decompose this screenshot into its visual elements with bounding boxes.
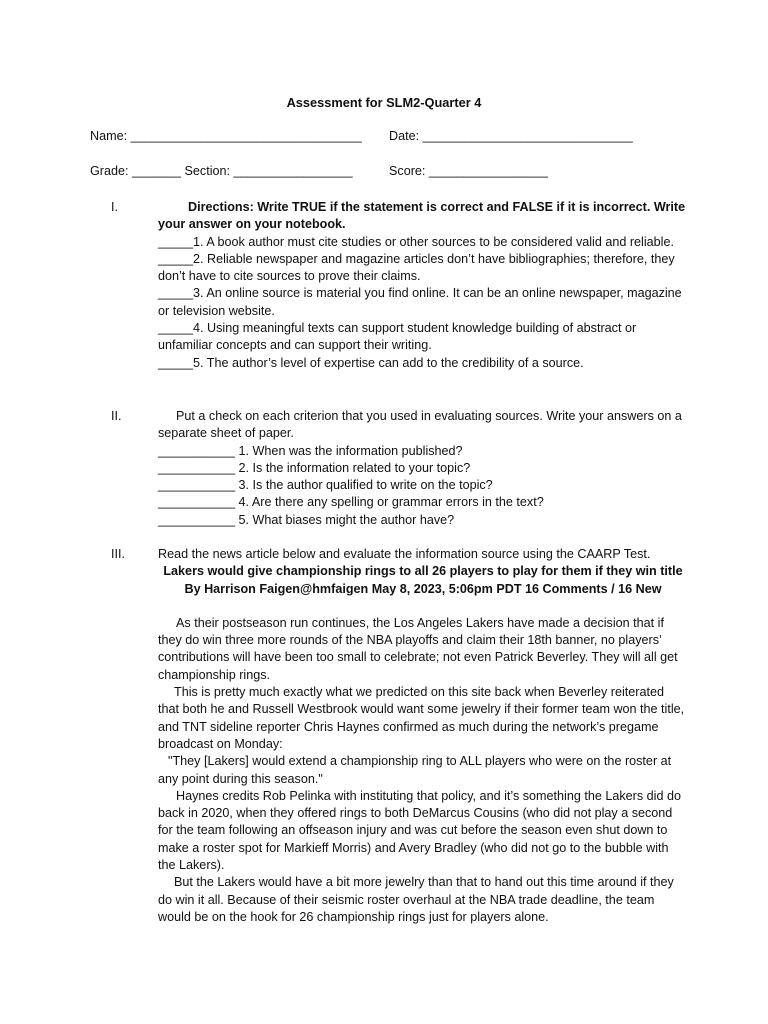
section-1-numeral: I. [111,200,118,214]
article-paragraph: But the Lakers would have a bit more jewelry than that to hand out this time around if they do win it all. Because of their seismic roster overhaul at the NBA trade deadline, the team would be on the hook for 26 championship rings just for players alone. [158,875,674,924]
section-2-directions: Put a check on each criterion that you used in evaluating sources. Write your answers on a separate sheet of paper. [158,409,682,441]
article-paragraph: Haynes credits Rob Pelinka with instituting that policy, and it’s something the Lakers did do back in 2020, when they offered rings to both DeMarcus Cousins (who did not play a second for the team following an offseason injury and was cut before the season even shut down to make a roster spot for Markieff Morris) and Avery Bradley (who did not go to the bubble with the Lakers). [158,788,681,873]
article-byline: By Harrison Faigen@hmfaigen May 8, 2023, 5:06pm PDT 16 Comments / 16 New [184,581,662,596]
section-3 [158,546,688,926]
article-headline: Lakers would give championship rings to all 26 players to play for them if they win title [163,564,683,579]
section-1-item: _____3. An online source is material you find online. It can be an online newspaper, magazine or television website. [158,286,682,318]
score-field: Score: _________________ [389,164,548,178]
section-2-item: ___________ 2. Is the information related to your topic? [158,460,471,475]
section-1-item: _____2. Reliable newspaper and magazine articles don’t have bibliographies; therefore, they don’t have to cite sources to prove their claims. [158,251,675,284]
section-1-item: _____5. The author’s level of expertise can add to the credibility of a source. [158,355,584,370]
section-3-directions: Read the news article below and evaluate the information source using the CAARP Test. [158,547,651,561]
article-paragraph: As their postseason run continues, the Los Angeles Lakers have made a decision that if they do win three more rounds of the NBA playoffs and claim their 18th banner, no players’ contributions will have been too small to celebrate; not even Patrick Beverley. They will all get championship rings. [158,615,678,682]
grade-section-field: Grade: _______ Section: _________________ [90,164,353,178]
article-quote: "They [Lakers] would extend a championship ring to ALL players who were on the roster at any point during this season." [158,754,672,786]
section-1-item: _____1. A book author must cite studies or other sources to be considered valid and reliable. [158,234,674,249]
section-1-directions: Directions: Write TRUE if the statement is correct and FALSE if it is incorrect. Write your answer on your notebook. [158,200,686,232]
page-title: Assessment for SLM2-Quarter 4 [286,95,482,110]
date-field: Date: ______________________________ [389,129,633,143]
section-2-item: ___________ 1. When was the information published? [158,443,463,458]
section-2 [158,408,688,529]
name-field: Name: _________________________________ [90,129,362,143]
article-paragraph: This is pretty much exactly what we predicted on this site back when Beverley reiterated that both he and Russell Westbrook would want some jewelry if their former team won the title, and TNT sideline reporter Chris Haynes confirmed as much during the network’s pregame broadcast on Monday: [158,685,685,751]
section-2-item: ___________ 3. Is the author qualified to write on the topic? [158,478,493,493]
section-2-item: ___________ 5. What biases might the author have? [158,512,455,527]
section-2-item: ___________ 4. Are there any spelling or grammar errors in the text? [158,495,544,510]
section-3-numeral: III. [111,547,125,561]
section-1 [158,199,688,372]
section-2-numeral: II. [111,409,122,423]
section-1-item: _____4. Using meaningful texts can support student knowledge building of abstract or unfamiliar concepts and can support their writing. [158,321,637,353]
